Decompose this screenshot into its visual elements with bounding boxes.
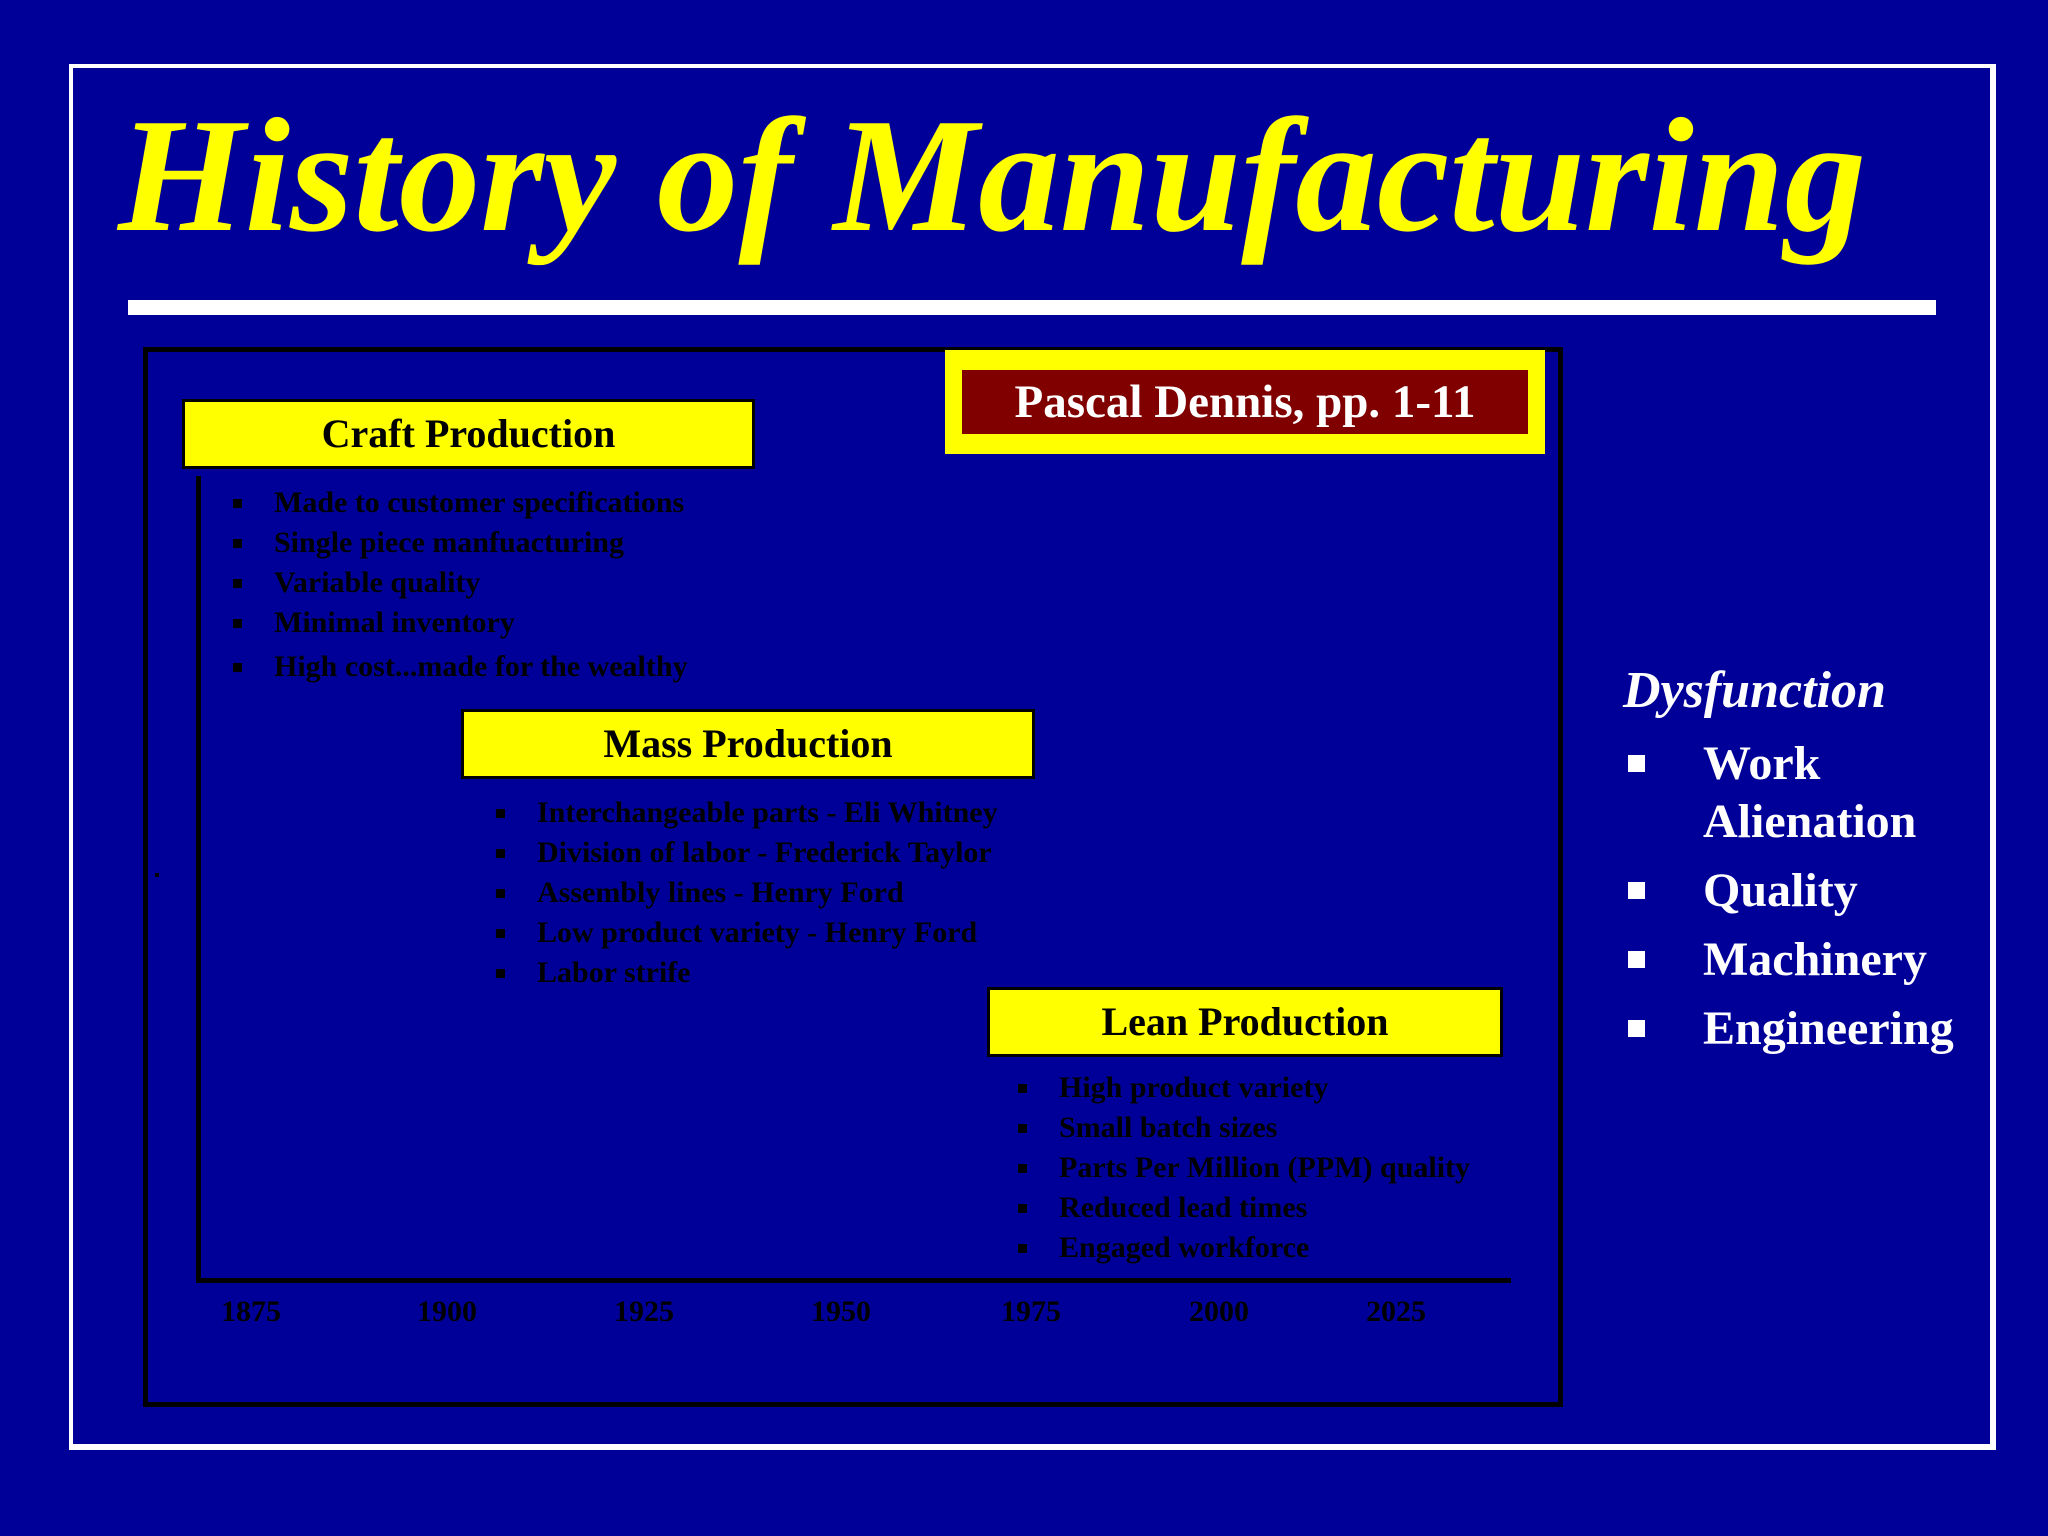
lean-production-list (1018, 1068, 1470, 1268)
year-label: 1925 (614, 1295, 674, 1328)
list-item: Quality (1628, 862, 1963, 931)
craft-production-list (233, 483, 688, 687)
timeline-horizontal-axis (196, 1278, 1511, 1283)
year-label: 1950 (811, 1295, 871, 1328)
list-item: High product variety (1018, 1068, 1470, 1108)
dysfunction-title: Dysfunction (1623, 662, 1886, 719)
list-item: Parts Per Million (PPM) quality (1018, 1148, 1470, 1188)
list-item: Single piece manfuacturing (233, 523, 688, 563)
year-label: 2000 (1189, 1295, 1249, 1328)
list-item: Interchangeable parts - Eli Whitney (496, 793, 998, 833)
reference-box (945, 350, 1545, 454)
list-item: Reduced lead times (1018, 1188, 1470, 1228)
list-item: Made to customer specifications (233, 483, 688, 523)
list-item: Small batch sizes (1018, 1108, 1470, 1148)
year-label: 1875 (221, 1295, 281, 1328)
mass-production-list (496, 793, 998, 993)
list-item: Low product variety - Henry Ford (496, 913, 998, 953)
dysfunction-item-work: Work Alienation (1703, 737, 1917, 848)
list-item: Labor strife (496, 953, 998, 993)
stray-dot (155, 873, 159, 877)
lean-production-label: Lean Production (987, 987, 1503, 1057)
slide-title: History of Manufacturing (118, 86, 1867, 266)
list-item (1628, 735, 1963, 862)
title-underline (128, 300, 1936, 315)
list-item: High cost...made for the wealthy (233, 647, 688, 687)
list-item: Machinery (1628, 931, 1963, 1000)
list-item: Assembly lines - Henry Ford (496, 873, 998, 913)
year-label: 2025 (1366, 1295, 1426, 1328)
timeline-vertical-axis (196, 476, 201, 1282)
craft-production-label: Craft Production (182, 399, 755, 469)
year-label: 1975 (1001, 1295, 1061, 1328)
reference-text: Pascal Dennis, pp. 1-11 (962, 370, 1528, 434)
list-item: Minimal inventory (233, 603, 688, 643)
list-item: Division of labor - Frederick Taylor (496, 833, 998, 873)
dysfunction-list (1628, 735, 1963, 1069)
list-item: Variable quality (233, 563, 688, 603)
year-label: 1900 (417, 1295, 477, 1328)
list-item: Engaged workforce (1018, 1228, 1470, 1268)
mass-production-label: Mass Production (461, 709, 1035, 779)
list-item: Engineering (1628, 1000, 1963, 1069)
